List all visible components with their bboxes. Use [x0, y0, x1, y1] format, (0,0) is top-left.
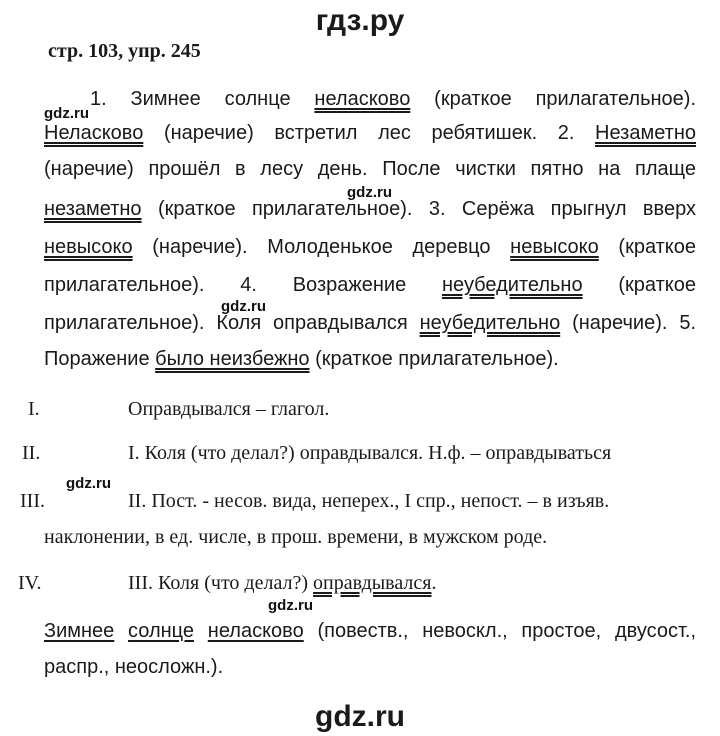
underlined-word: Зимнее [44, 620, 115, 642]
roman-numeral: II. [22, 442, 41, 464]
roman-numeral: I. [28, 398, 40, 420]
underlined-word: незаметно [44, 198, 142, 220]
analysis-text: наклонении, в ед. числе, в прош. времени, в мужском роде. [44, 526, 548, 548]
underlined-word: было неизбежно [155, 348, 310, 370]
text-line: прилагательное). 4. Возражение неубедительно (краткое [44, 274, 696, 296]
underlined-word: невысоко [44, 236, 133, 258]
text-line: Зимнее солнце неласково (повеств., невоскл., простое, двусост., [44, 620, 697, 642]
site-header: гдз.ру [315, 4, 405, 37]
watermark: gdz.ru [268, 597, 313, 614]
underlined-word: Неласково [44, 122, 144, 144]
text-line: распр., неосложн.). [44, 656, 224, 678]
analysis-text: Оправдывался – глагол. [128, 398, 330, 420]
roman-numeral: III. [20, 490, 45, 512]
text-line: Поражение было неизбежно (краткое прилагательное). [44, 348, 559, 370]
underlined-word: солнце [128, 620, 195, 642]
text-line: прилагательное). Коля оправдывался неубедительно (наречие). 5. [44, 312, 696, 334]
text-line: 1. Зимнее солнце неласково (краткое прилагательное). [90, 88, 697, 110]
underlined-word: оправдывался [313, 572, 432, 594]
site-footer: gdz.ru [315, 700, 405, 733]
analysis-text: I. Коля (что делал?) оправдывался. Н.ф. – оправдываться [128, 442, 612, 464]
analysis-text: III. Коля (что делал?) оправдывался. [128, 572, 437, 594]
watermark: gdz.ru [44, 105, 89, 122]
exercise-title: стр. 103, упр. 245 [48, 40, 201, 62]
underlined-word: невысоко [510, 236, 599, 258]
text-line: невысоко (наречие). Молоденькое деревцо невысоко (краткое [44, 236, 697, 258]
underlined-word: Незаметно [595, 122, 696, 144]
underlined-word: неласково [207, 620, 304, 642]
watermark: gdz.ru [221, 298, 266, 315]
roman-numeral: IV. [18, 572, 42, 594]
text-line: незаметно (краткое прилагательное). 3. Серёжа прыгнул вверх [44, 198, 696, 220]
analysis-text: II. Пост. - несов. вида, неперех., I спр., непост. – в изъяв. [128, 490, 610, 512]
watermark: gdz.ru [66, 475, 111, 492]
underlined-word: неубедительно [442, 274, 583, 296]
underlined-word: неласково [314, 88, 411, 110]
text-line: Неласково (наречие) встретил лес ребятишек. 2. Незаметно [44, 122, 696, 144]
text-line: (наречие) прошёл в лесу день. После чистки пятно на плаще [44, 158, 696, 180]
watermark: gdz.ru [347, 184, 392, 201]
underlined-word: неубедительно [419, 312, 561, 334]
